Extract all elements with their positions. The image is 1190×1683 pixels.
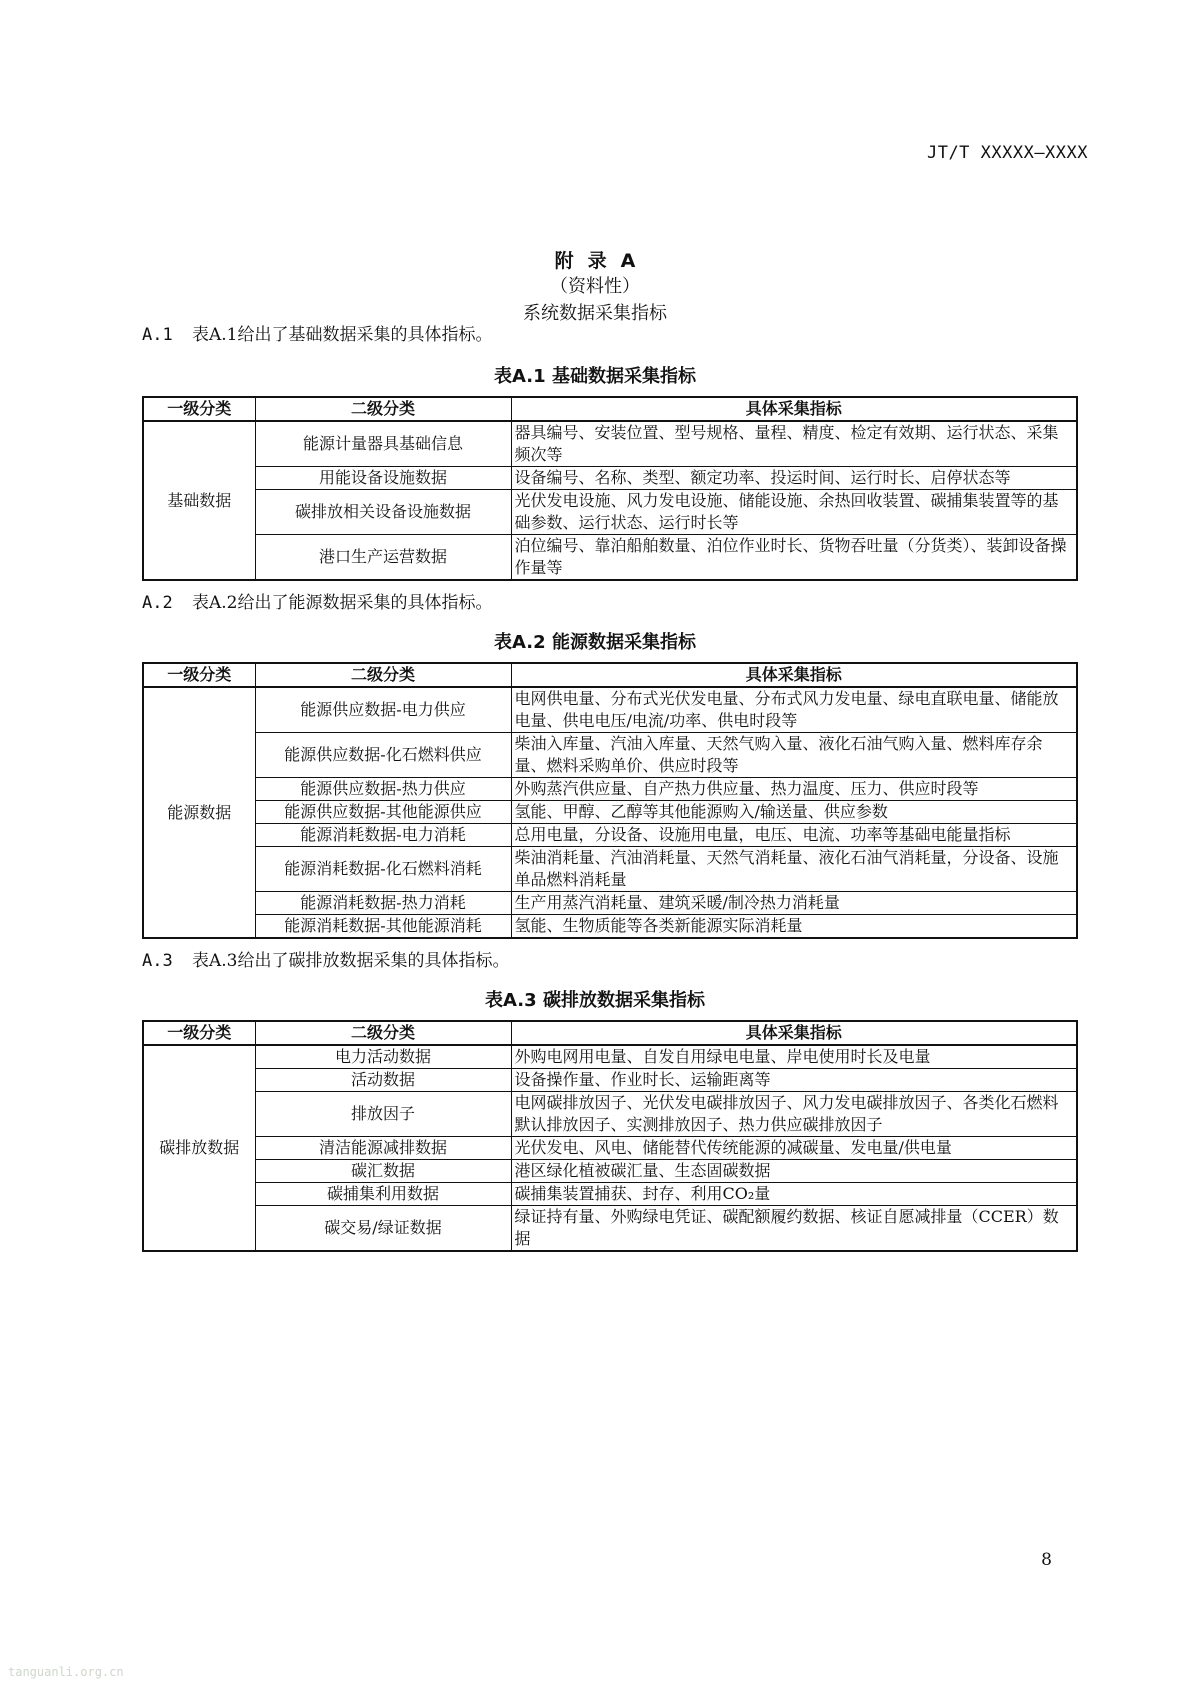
table-row <box>143 892 1077 915</box>
indicator-cell: 设备编号、名称、类型、额定功率、投运时间、运行时长、启停状态等 <box>511 467 1077 490</box>
section-a3-intro <box>142 950 510 972</box>
appendix-heading <box>0 248 1190 328</box>
indicator-cell: 光伏发电、风电、储能替代传统能源的减碳量、发电量/供电量 <box>511 1137 1077 1160</box>
header-level1: 一级分类 <box>143 663 255 687</box>
indicator-cell: 器具编号、安装位置、型号规格、量程、精度、检定有效期、运行状态、采集频次等 <box>511 421 1077 467</box>
section-text: 表A.2给出了能源数据采集的具体指标。 <box>192 593 493 613</box>
table-row <box>143 1069 1077 1092</box>
subcategory-cell: 电力活动数据 <box>255 1045 511 1069</box>
watermark: tanguanli.org.cn <box>8 1665 124 1679</box>
table-row <box>143 915 1077 939</box>
table-row <box>143 1092 1077 1137</box>
subcategory-cell: 清洁能源减排数据 <box>255 1137 511 1160</box>
header-level2: 二级分类 <box>255 397 511 421</box>
indicator-cell: 外购电网用电量、自发自用绿电电量、岸电使用时长及电量 <box>511 1045 1077 1069</box>
table-row <box>143 1183 1077 1206</box>
section-text: 表A.1给出了基础数据采集的具体指标。 <box>192 325 493 345</box>
table-row <box>143 1137 1077 1160</box>
indicator-cell: 氢能、生物质能等各类新能源实际消耗量 <box>511 915 1077 939</box>
indicator-cell: 生产用蒸汽消耗量、建筑采暖/制冷热力消耗量 <box>511 892 1077 915</box>
subcategory-cell: 能源供应数据-电力供应 <box>255 687 511 733</box>
table-header-row <box>143 397 1077 421</box>
indicator-cell: 光伏发电设施、风力发电设施、储能设施、余热回收装置、碳捕集装置等的基础参数、运行状态、运行时长等 <box>511 490 1077 535</box>
table-row <box>143 687 1077 733</box>
subcategory-cell: 能源供应数据-化石燃料供应 <box>255 733 511 778</box>
header-level1: 一级分类 <box>143 1021 255 1045</box>
header-level1: 一级分类 <box>143 397 255 421</box>
subcategory-cell: 能源消耗数据-化石燃料消耗 <box>255 847 511 892</box>
indicator-cell: 绿证持有量、外购绿电凭证、碳配额履约数据、核证自愿减排量（CCER）数据 <box>511 1206 1077 1252</box>
table-row <box>143 733 1077 778</box>
subcategory-cell: 能源计量器具基础信息 <box>255 421 511 467</box>
subcategory-cell: 能源消耗数据-电力消耗 <box>255 824 511 847</box>
appendix-nature: （资料性） <box>550 276 640 297</box>
table-row <box>143 490 1077 535</box>
table-row <box>143 1206 1077 1252</box>
indicator-cell: 电网碳排放因子、光伏发电碳排放因子、风力发电碳排放因子、各类化石燃料默认排放因子、实测排放因子、热力供应碳排放因子 <box>511 1092 1077 1137</box>
subcategory-cell: 用能设备设施数据 <box>255 467 511 490</box>
indicator-cell: 氢能、甲醇、乙醇等其他能源购入/输送量、供应参数 <box>511 801 1077 824</box>
indicator-cell: 外购蒸汽供应量、自产热力供应量、热力温度、压力、供应时段等 <box>511 778 1077 801</box>
category-cell: 能源数据 <box>143 687 255 938</box>
category-cell: 碳排放数据 <box>143 1045 255 1251</box>
indicator-cell: 碳捕集装置捕获、封存、利用CO₂量 <box>511 1183 1077 1206</box>
subcategory-cell: 碳汇数据 <box>255 1160 511 1183</box>
subcategory-cell: 碳捕集利用数据 <box>255 1183 511 1206</box>
indicator-cell: 港区绿化植被碳汇量、生态固碳数据 <box>511 1160 1077 1183</box>
indicator-cell: 总用电量，分设备、设施用电量，电压、电流、功率等基础电能量指标 <box>511 824 1077 847</box>
indicator-cell: 柴油入库量、汽油入库量、天然气购入量、液化石油气购入量、燃料库存余量、燃料采购单价、供应时段等 <box>511 733 1077 778</box>
subcategory-cell: 活动数据 <box>255 1069 511 1092</box>
table-header-row <box>143 663 1077 687</box>
header-indicators: 具体采集指标 <box>511 397 1077 421</box>
section-a1-intro <box>142 324 493 346</box>
table-row <box>143 1045 1077 1069</box>
table-row <box>143 421 1077 467</box>
table-row <box>143 1160 1077 1183</box>
standard-code: JT/T XXXXX—XXXX <box>926 143 1088 163</box>
table-row <box>143 467 1077 490</box>
subcategory-cell: 排放因子 <box>255 1092 511 1137</box>
subcategory-cell: 能源供应数据-其他能源供应 <box>255 801 511 824</box>
section-number: A.1 <box>142 325 173 345</box>
section-number: A.2 <box>142 593 173 613</box>
indicator-cell: 泊位编号、靠泊船舶数量、泊位作业时长、货物吞吐量（分货类）、装卸设备操作量等 <box>511 535 1077 581</box>
table-a3-caption: 表A.3 碳排放数据采集指标 <box>485 990 705 1011</box>
appendix-subject: 系统数据采集指标 <box>523 303 667 324</box>
category-cell: 基础数据 <box>143 421 255 580</box>
section-number: A.3 <box>142 951 173 971</box>
indicator-cell: 设备操作量、作业时长、运输距离等 <box>511 1069 1077 1092</box>
table-a3 <box>142 1020 1078 1252</box>
subcategory-cell: 能源供应数据-热力供应 <box>255 778 511 801</box>
header-level2: 二级分类 <box>255 663 511 687</box>
header-indicators: 具体采集指标 <box>511 663 1077 687</box>
table-header-row <box>143 1021 1077 1045</box>
section-text: 表A.3给出了碳排放数据采集的具体指标。 <box>192 951 510 971</box>
table-a1-caption: 表A.1 基础数据采集指标 <box>494 366 696 387</box>
table-a1 <box>142 396 1078 581</box>
header-level2: 二级分类 <box>255 1021 511 1045</box>
table-row <box>143 535 1077 581</box>
subcategory-cell: 能源消耗数据-热力消耗 <box>255 892 511 915</box>
table-row <box>143 847 1077 892</box>
subcategory-cell: 港口生产运营数据 <box>255 535 511 581</box>
table-row <box>143 801 1077 824</box>
page-number: 8 <box>1041 1550 1052 1570</box>
table-row <box>143 824 1077 847</box>
table-a2 <box>142 662 1078 939</box>
header-indicators: 具体采集指标 <box>511 1021 1077 1045</box>
table-row <box>143 778 1077 801</box>
section-a2-intro <box>142 592 493 614</box>
appendix-title: 附录A <box>554 250 650 272</box>
indicator-cell: 柴油消耗量、汽油消耗量、天然气消耗量、液化石油气消耗量，分设备、设施单品燃料消耗量 <box>511 847 1077 892</box>
table-a2-caption: 表A.2 能源数据采集指标 <box>494 632 696 653</box>
indicator-cell: 电网供电量、分布式光伏发电量、分布式风力发电量、绿电直联电量、储能放电量、供电电压/电流/功率、供电时段等 <box>511 687 1077 733</box>
subcategory-cell: 碳排放相关设备设施数据 <box>255 490 511 535</box>
subcategory-cell: 碳交易/绿证数据 <box>255 1206 511 1252</box>
subcategory-cell: 能源消耗数据-其他能源消耗 <box>255 915 511 939</box>
